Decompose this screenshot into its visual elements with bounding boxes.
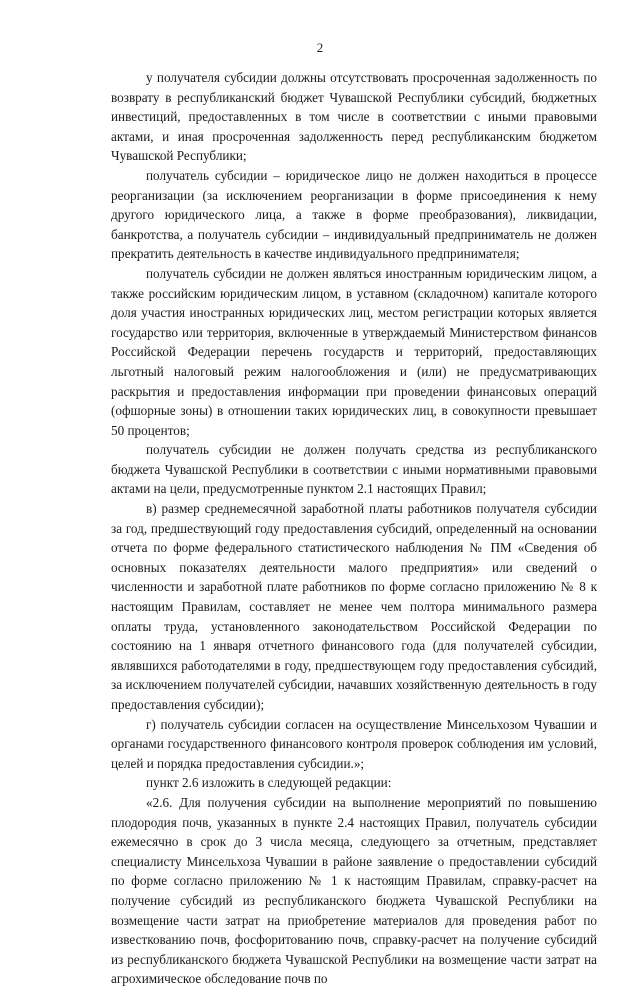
page-number: 2 [316,40,324,55]
paragraph-reorganization-requirement: получатель субсидии – юридическое лицо не должен находиться в процессе реорганизации (за исключением реорганизации в форме присоединения к нему другого юридического лица, а также в форме преобразования), ликвидации, банкротства, а получатель субсидии – индивидуальный предприниматель не должен прекратить деятельность в качестве индивидуального предпринимателя; [111,167,597,262]
paragraph-foreign-entity-requirement: получатель субсидии не должен являться иностранным юридическим лицом, а также российским юридическим лицом, в уставном (складочном) капитале которого доля участия иностранных юридических лиц, местом регистрации которых является государство или территория, включенные в утверждаемый Министерством финансов Российской Федерации перечень государств и территорий, предоставляющих льготный налоговый режим налогообложения и (или) не предусматривающих раскрытия и предоставления информации при проведении финансовых операций (офшорные зоны) в отношении таких юридических лиц, в совокупности превышает 50 процентов; [111,265,597,438]
paragraph-other-funding-requirement: получатель субсидии не должен получать средства из республиканского бюджета Чувашской Республики в соответствии с иными нормативными правовыми актами на цели, предусмотренные пунктом 2.1 настоящих Правил; [111,442,597,497]
paragraph-salary-requirement: в) размер среднемесячной заработной платы работников получателя субсидии за год, предшествующий году предоставления субсидий, определенный на основании отчета по форме федерального статистического наблюдения № ПМ «Сведения об основных показателях деятельности малого предприятия» или сведений о численности и заработной плате работников по форме согласно приложению № 8 к настоящим Правилам, составляет не менее чем полтора минимального размера оплаты труда, установленного законодательством Российской Федерации по состоянию на 1 января отчетного финансового года (для получателей субсидии, являвшихся работодателями в году, предшествующем году предоставления субсидий, за исключением получателей субсидии, начавших хозяйственную деятельность в году предоставления субсидии); [111,501,597,712]
paragraph-amendment-intro: пункт 2.6 изложить в следующей редакции: [146,775,392,791]
paragraph-clause-2-6: «2.6. Для получения субсидии на выполнение мероприятий по повышению плодородия почв, указанных в пункте 2.4 настоящих Правил, получатель субсидии ежемесячно в срок до 3 числа месяца, следующего за отчетным, представляет специалисту Минсельхоза Чувашии в районе заявление о предоставлении субсидий по форме согласно приложению № 1 к настоящим Правилам, справку-расчет на получение субсидий из республиканского бюджета Чувашской Республики на возмещение части затрат на приобретение материалов для проведения работ по известкованию почв, фосфоритованию почв, справку-расчет на получение субсидий из республиканского бюджета Чувашской Республики на возмещение части затрат на агрохимическое обследование почв по [111,794,597,987]
paragraph-debt-requirement: у получателя субсидии должны отсутствовать просроченная задолженность по возврату в республиканский бюджет Чувашской Республики субсидий, бюджетных инвестиций, предоставленных в том числе в соответствии с иными правовыми актами, и иная просроченная задолженность перед республиканским бюджетом Чувашской Республики; [111,70,597,164]
document-body [111,68,597,989]
paragraph-inspection-consent: г) получатель субсидии согласен на осуществление Минсельхозом Чувашии и органами государственного финансового контроля проверок соблюдения им условий, целей и порядка предоставления субсидии.»; [111,716,597,771]
